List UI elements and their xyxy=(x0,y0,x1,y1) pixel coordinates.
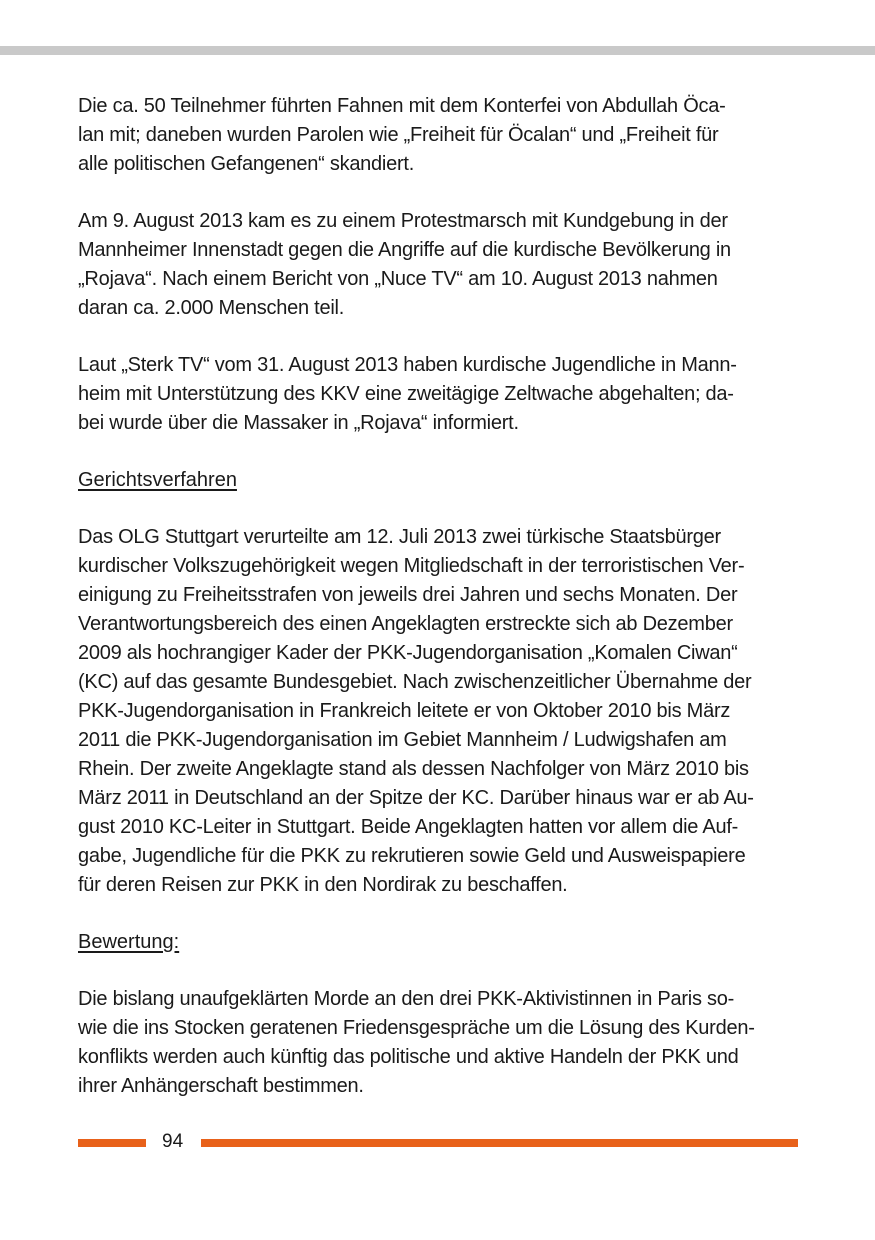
footer-accent-bar-right xyxy=(201,1139,798,1147)
section-heading-assessment: Bewertung: xyxy=(78,931,180,953)
top-divider xyxy=(0,46,875,55)
page-content xyxy=(78,92,796,1101)
page-footer xyxy=(78,1127,798,1157)
footer-accent-bar-left xyxy=(78,1139,146,1147)
paragraph-court-proceedings: Das OLG Stuttgart verurteilte am 12. Juli 2013 zwei türkische Staatsbürger kurdischer Volkszugehörigkeit wegen Mitgliedschaft in der terroristischen Ver- einigung zu Freiheitsstrafen von jeweils drei Jahren und sechs Monaten. Der Verantwortungsbereich des einen Angeklagten erstreckte sich ab Dezember 2009 als hochrangiger Kader der PKK-Jugendorganisation „Komalen Ciwan“ (KC) auf das gesamte Bundesgebiet. Nach zwischenzeitlicher Übernahme der PKK-Jugendorganisation in Frankreich leitete er von Oktober 2010 bis März 2011 die PKK-Jugendorganisation im Gebiet Mannheim / Ludwigshafen am Rhein. Der zweite Angeklagte stand als dessen Nachfolger von März 2010 bis März 2011 in Deutschland an der Spitze der KC. Darüber hinaus war er ab Au- gust 2010 KC-Leiter in Stuttgart. Beide Angeklagten hatten vor allem die Auf- gabe, Jugendliche für die PKK zu rekrutieren sowie Geld und Ausweispapiere für deren Reisen zur PKK in den Nordirak zu beschaffen. xyxy=(78,526,754,896)
paragraph-assessment: Die bislang unaufgeklärten Morde an den drei PKK-Aktivistinnen in Paris so- wie die ins Stocken geratenen Friedensgespräche um die Lösung des Kurden- konflikts werden auch künftig das politische und aktive Handeln der PKK und ihrer Anhängerschaft bestimmen. xyxy=(78,988,755,1097)
page-number: 94 xyxy=(162,1131,184,1152)
paragraph-vigil: Laut „Sterk TV“ vom 31. August 2013 haben kurdische Jugendliche in Mann- heim mit Unterstützung des KKV eine zweitägige Zeltwache abgehalten; da- bei wurde über die Massaker in „Rojava“ informiert. xyxy=(78,354,737,434)
paragraph-demonstration: Die ca. 50 Teilnehmer führten Fahnen mit dem Konterfei von Abdullah Öca- lan mit; daneben wurden Parolen wie „Freiheit für Öcalan“ und „Freiheit für alle politischen Gefangenen“ skandiert. xyxy=(78,95,726,175)
section-heading-court-proceedings: Gerichtsverfahren xyxy=(78,469,237,491)
paragraph-protest-march: Am 9. August 2013 kam es zu einem Protestmarsch mit Kundgebung in der Mannheimer Innenstadt gegen die Angriffe auf die kurdische Bevölkerung in „Rojava“. Nach einem Bericht von „Nuce TV“ am 10. August 2013 nahmen daran ca. 2.000 Menschen teil. xyxy=(78,210,731,319)
